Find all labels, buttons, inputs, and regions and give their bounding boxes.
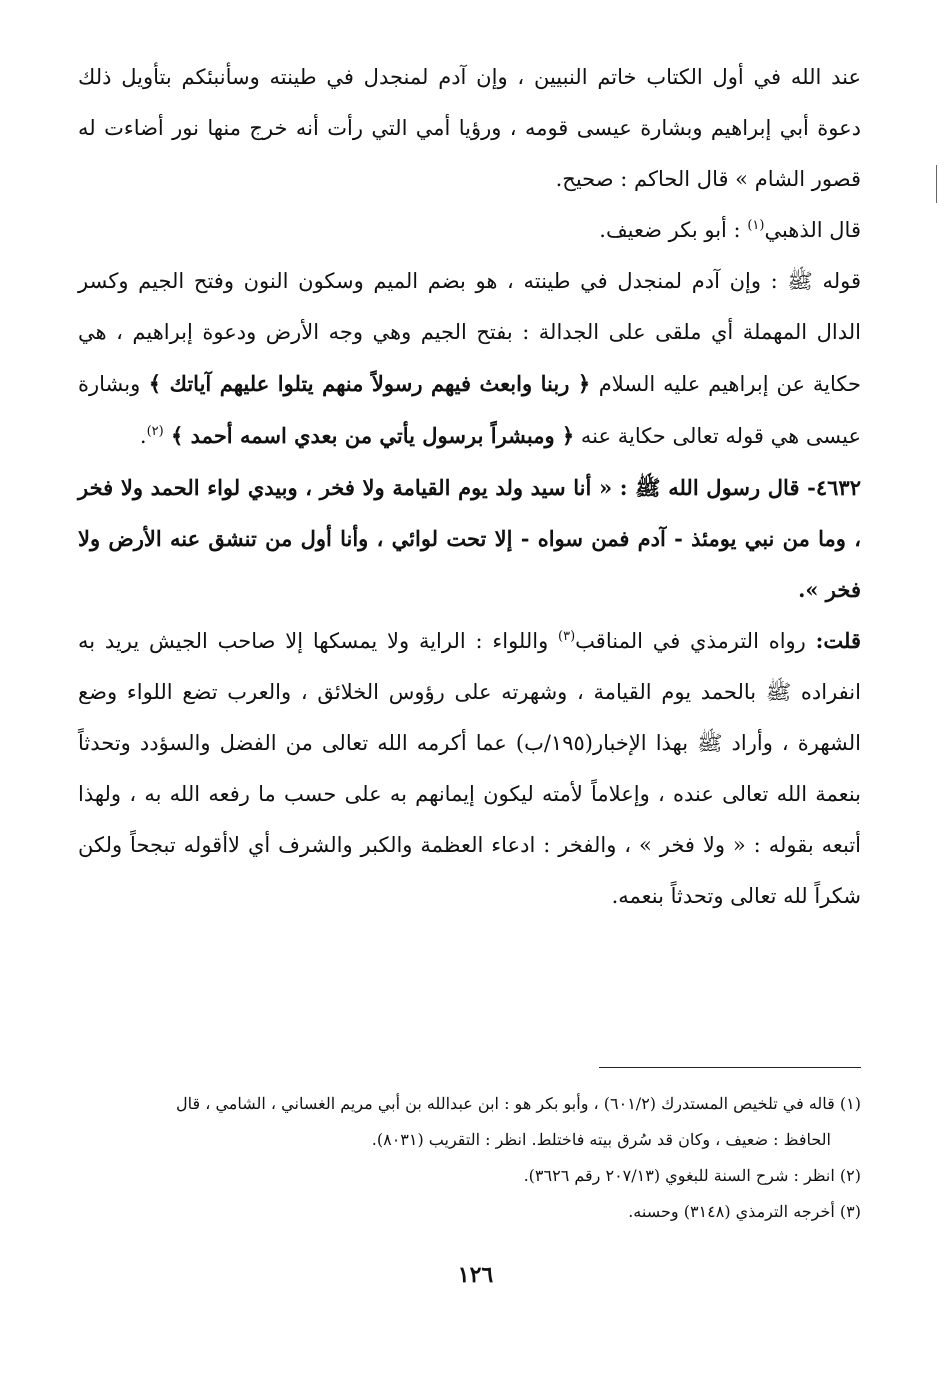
hadith-4632-text: ٤٦٣٢- قال رسول الله ﷺ : « أنا سيد ولد يوم القيامة ولا فخر ، وبيدي لواء الحمد ولا فخر ، وما من نبي يومئذ - آدم فمن سواه - إلا تحت لوائي ، وأنا أول من تنشق عنه الأرض ولا فخر ». xyxy=(78,475,861,602)
scan-edge-mark xyxy=(936,165,937,203)
footnote-separator xyxy=(599,1067,861,1068)
page-number: ١٢٦ xyxy=(457,1262,494,1288)
paragraph-5 xyxy=(78,615,861,922)
paragraph-3-text: قوله ﷺ : وإن آدم لمنجدل في طينته ، هو بضم الميم وسكون النون وفتح الجيم وكسر الدال المهملة أي ملقى على الجدالة : بفتح الجيم وهي وجه الأرض ودعوة إبراهيم ، هي حكاية عن إبراهيم عليه السلام xyxy=(78,269,861,396)
paragraph-2-text: قال الذهبي xyxy=(764,218,861,242)
footnote-ref-2: (٢) xyxy=(146,424,164,439)
paragraph-1-line-3: له قصور الشام » قال الحاكم : صحيح. xyxy=(78,116,861,191)
paragraph-2-text-end: : أبو بكر ضعيف. xyxy=(599,218,748,242)
paragraph-3 xyxy=(78,256,861,462)
quran-quote-2: ﴿ ومبشراً برسول يأتي من بعدي اسمه أحمد ﴾ xyxy=(163,423,575,448)
footnote-ref-3: (٣) xyxy=(558,629,576,644)
paragraph-2 xyxy=(78,205,861,256)
paragraph-1 xyxy=(78,52,861,205)
paragraph-1-line-2: دعوة أبي إبراهيم وبشارة عيسى قومه ، ورؤيا أمي التي رأت أنه خرج منها نور أضاءت xyxy=(104,116,861,140)
paragraph-3-end: . xyxy=(139,424,147,448)
footnote-1-continuation: الحافظ : ضعيف ، وكان قد سُرق بيته فاختلط. انظر : التقريب (٨٠٣١). xyxy=(371,1130,831,1149)
footnote-3: (٣) أخرجه الترمذي (٣١٤٨) وحسنه. xyxy=(628,1202,861,1221)
footnote-ref-1: (١) xyxy=(747,218,765,233)
paragraph-3-text-2: وبشارة عيسى هي قوله تعالى حكاية عنه xyxy=(78,372,861,448)
qultu-label: قلت: xyxy=(815,628,861,653)
hadith-4632 xyxy=(78,462,861,615)
footnote-2: (٢) انظر : شرح السنة للبغوي (٢٠٧/١٣ رقم ٣٦٢٦). xyxy=(523,1166,861,1185)
main-text xyxy=(78,52,861,922)
paragraph-1-line-1: عند الله في أول الكتاب خاتم النبيين ، وإن آدم لمنجدل في طينته وسأنبئكم بتأويل ذلك xyxy=(78,65,861,89)
footnotes xyxy=(78,1086,861,1230)
paragraph-5-text: رواه الترمذي في المناقب xyxy=(575,629,816,653)
paragraph-5-text-2: واللواء : الراية ولا يمسكها إلا صاحب الجيش يريد به انفراده ﷺ بالحمد يوم القيامة ، وشهرته على رؤوس الخلائق ، والعرب تضع اللواء وضع الشهرة ، وأراد ﷺ بهذا الإخبار(١٩٥/ب) عما أكرمه الله تعالى من الفضل والسؤدد وتحدثاً بنعمة الله تعالى عنده ، وإعلاماً لأمته ليكون إيمانهم به على حسب ما رفعه الله به ، ولهذا أتبعه بقوله : « ولا فخر » ، والفخر : ادعاء العظمة والكبر والشرف أي لاأقوله تبجحاً ولكن شكراً لله تعالى وتحدثاً بنعمه. xyxy=(78,629,861,908)
quran-quote-1: ﴿ ربنا وابعث فيهم رسولاً منهم يتلوا عليهم آياتك ﴾ xyxy=(140,371,599,396)
footnote-1: (١) قاله في تلخيص المستدرك (٦٠١/٢) ، وأبو بكر هو : ابن عبدالله بن أبي مريم الغساني ، الشامي ، قال xyxy=(175,1094,861,1113)
